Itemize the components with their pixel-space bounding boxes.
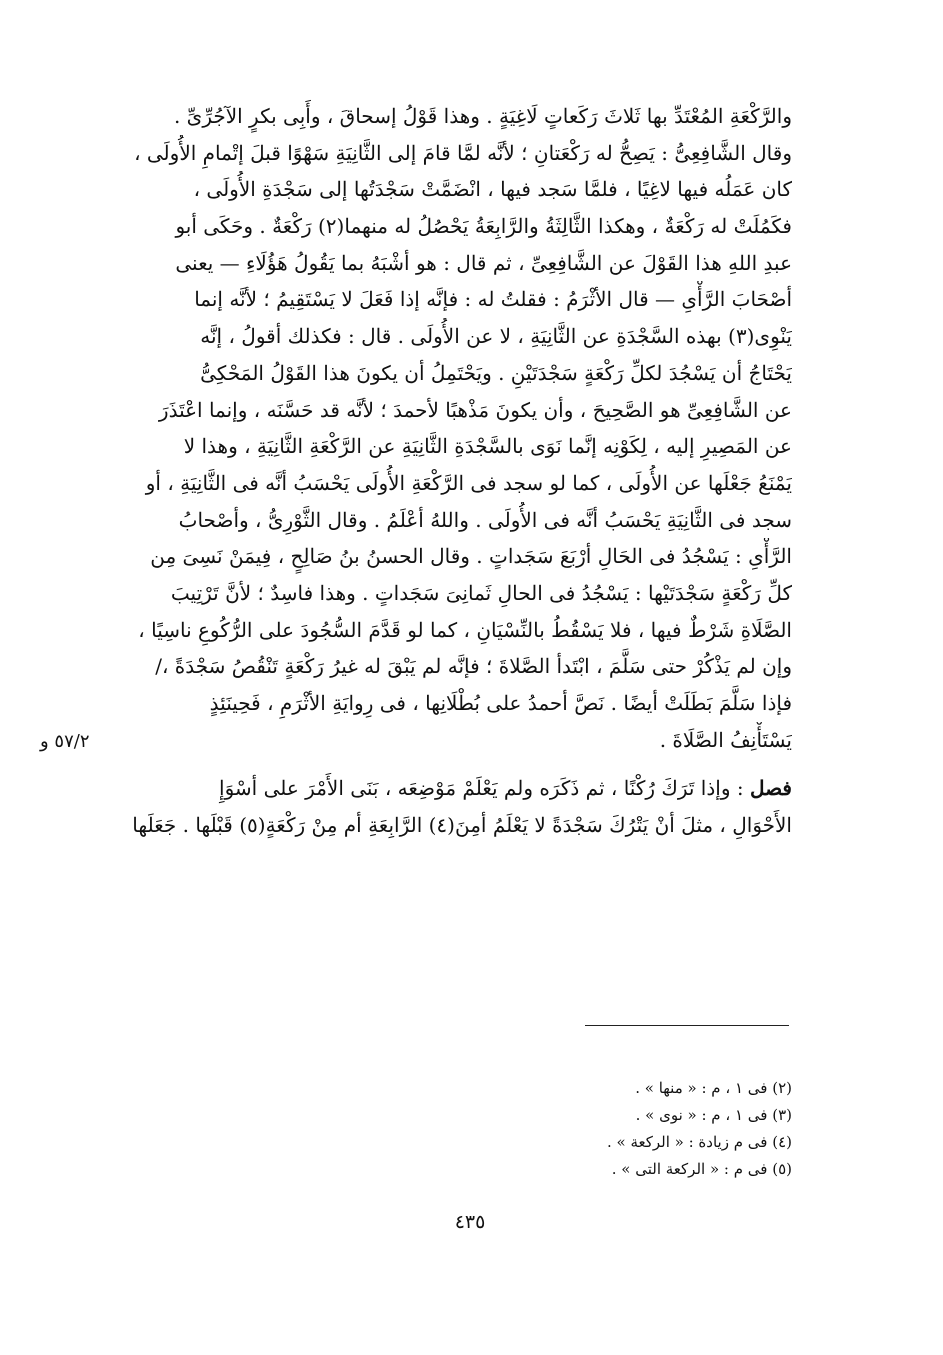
footnote-item: (٥) فى م : « الركعة التى » . (611, 1160, 792, 1178)
main-text-block (120, 98, 792, 844)
text-line: أصْحَابَ الرَّأْىِ — قال الأثْرَمُ : فقلتُ له : فإنَّه إذا فَعَلَ لا يَسْتَقِيمُ ؛ لأنَّه إنما (194, 287, 792, 312)
page-number: ٤٣٥ (454, 1211, 486, 1233)
text-line: عبدِ اللهِ هذا القَوْلَ عن الشَّافِعِىِّ ، ثم قال : هو أشْبَهُ بما يَقُولُ هَؤُلَاءِ — يعنى (175, 250, 792, 275)
fasl-second-line: الأَحْوَالِ ، مثلَ أنْ يَتْرُكَ سَجْدَةً لا يَعْلَمُ أمِنَ(٤) الرَّابِعَةِ أم مِنْ رَكْعَةٍ(٥) قَبْلَها . جَعَلَها (132, 813, 792, 838)
footnote-item: (٤) فى م زيادة : « الركعة » . (606, 1133, 792, 1151)
text-line: فإذا سَلَّمَ بَطَلَتْ أيضًا . نَصَّ أحمدُ على بُطْلَانِها ، فى رِوايَةِ الأثْرَمِ ، فَحِينَئِذٍ (209, 691, 792, 715)
fasl-first-line (120, 770, 792, 807)
text-line: والرَّكْعَةِ المُعْتَدِّ بها ثَلاثَ رَكَعاتٍ لَاغِيَةٍ . وهذا قَوْلُ إسحاقَ ، وأَبِى بكرٍ الآجُرِّىِّ . (173, 104, 792, 128)
fasl-first-line-text: : وإذا تَرَكَ رُكْنًا ، ثم ذَكَرَه ولم يَعْلَمْ مَوْضِعَه ، بَنَى الأَمْرَ على أسْوَإِ (219, 776, 750, 801)
footnote-divider (585, 1025, 789, 1026)
text-line: عن الشَّافِعِىِّ هو الصَّحِيحَ ، وأن يكونَ مَذْهبًا لأحمدَ ؛ لأنَّه قد حَسَّنَه ، وإنما اعْتَذَرَ (158, 397, 792, 422)
text-line: يَمْنَعُ جَعْلَها عن الأُولَى ، كما لو سجد فى الرَّكْعَةِ الأُولَى يَحْسَبُ أنَّه فى الثَّانِيَةِ ، أو (145, 470, 792, 495)
text-line: سجد فى الثَّانِيَةِ يَحْسَبُ أنَّه فى الأُولَى . واللهُ أعْلَمُ . وقال الثَّوْرِىُّ ، وأصْحابُ (178, 507, 792, 532)
text-line: كان عَمَلُه فيها لاغِيًا ، فلمَّا سَجد فيها ، انْضَمَّتْ سَجْدَتُها إلى سَجْدَةِ الأُولَى ، (193, 177, 792, 202)
text-line: يَنْوِى(٣) بهذه السَّجْدَةِ عن الثَّانِيَةِ ، لا عن الأُولَى . قال : فكذلك أقولُ ، إنَّه (200, 324, 792, 349)
text-line: يَحْتَاجُ أن يَسْجُدَ لكلِّ رَكْعَةٍ سَجْدَتَيْنِ . ويَحْتَمِلُ أن يكونَ هذا القَوْلُ المَحْكِىُّ (200, 360, 792, 385)
footnotes (420, 1075, 792, 1183)
footnote-item: (٣) فى ١ ، م : « نوى » . (635, 1106, 792, 1124)
footnote-item: (٢) فى ١ ، م : « منها » . (635, 1079, 792, 1097)
text-line: وإن لم يَذْكُرْ حتى سَلَّمَ ، ابْتَدأ الصَّلاةَ ؛ فإنَّه لم يَبْقَ له غيرُ رَكْعَةٍ تَنْقُصُ سَجْدَةً ،/ (155, 654, 792, 679)
text-line: الصَّلَاةِ شَرْطٌ فيها ، فلا يَسْقُطُ بالنِّسْيَانِ ، كما لو قَدَّمَ السُّجُودَ على الرُّكُوعِ ناسِيًا ، (138, 617, 792, 642)
text-line: الرَّأْىِ : يَسْجُدُ فى الحَالِ أرْبَعَ سَجَداتٍ . وقال الحسنُ بنُ صَالِحٍ ، فِيمَنْ نَسِىَ مِن (150, 544, 792, 569)
text-line: يَسْتَأْنِفُ الصَّلَاةَ . (659, 727, 792, 752)
text-line: عن المَصِيرِ إليه ، لِكَوْنِه إنَّما نَوَى بالسَّجْدَةِ الثَّانِيَةِ عن الرَّكْعَةِ الثَّانِيَةِ ، وهذا لا (183, 434, 792, 459)
text-line: كلِّ رَكْعَةٍ سَجْدَتَيْها : يَسْجُدُ فى الحالِ ثَمانِىَ سَجَداتٍ . وهذا فاسِدٌ ؛ لأنَّ تَرْتِيبَ (170, 580, 792, 605)
fasl-heading: فصل (749, 776, 792, 801)
manuscript-folio-marker: ٥٧/٢ و (40, 731, 90, 752)
text-line: فكَمُلَتْ له رَكْعَةٌ ، وهكذا الثَّالِثَةُ والرَّابِعَةُ يَحْصُلُ له منهما(٢) رَكْعَةٌ . وحَكَى أبو (175, 214, 792, 239)
text-line: وقال الشَّافِعِىُّ : يَصِحُّ له رَكْعَتانِ ؛ لأنَّه لمَّا قامَ إلى الثَّانِيَةِ سَهْوًا قبلَ إتْمامِ الأُولَى ، (134, 140, 792, 165)
